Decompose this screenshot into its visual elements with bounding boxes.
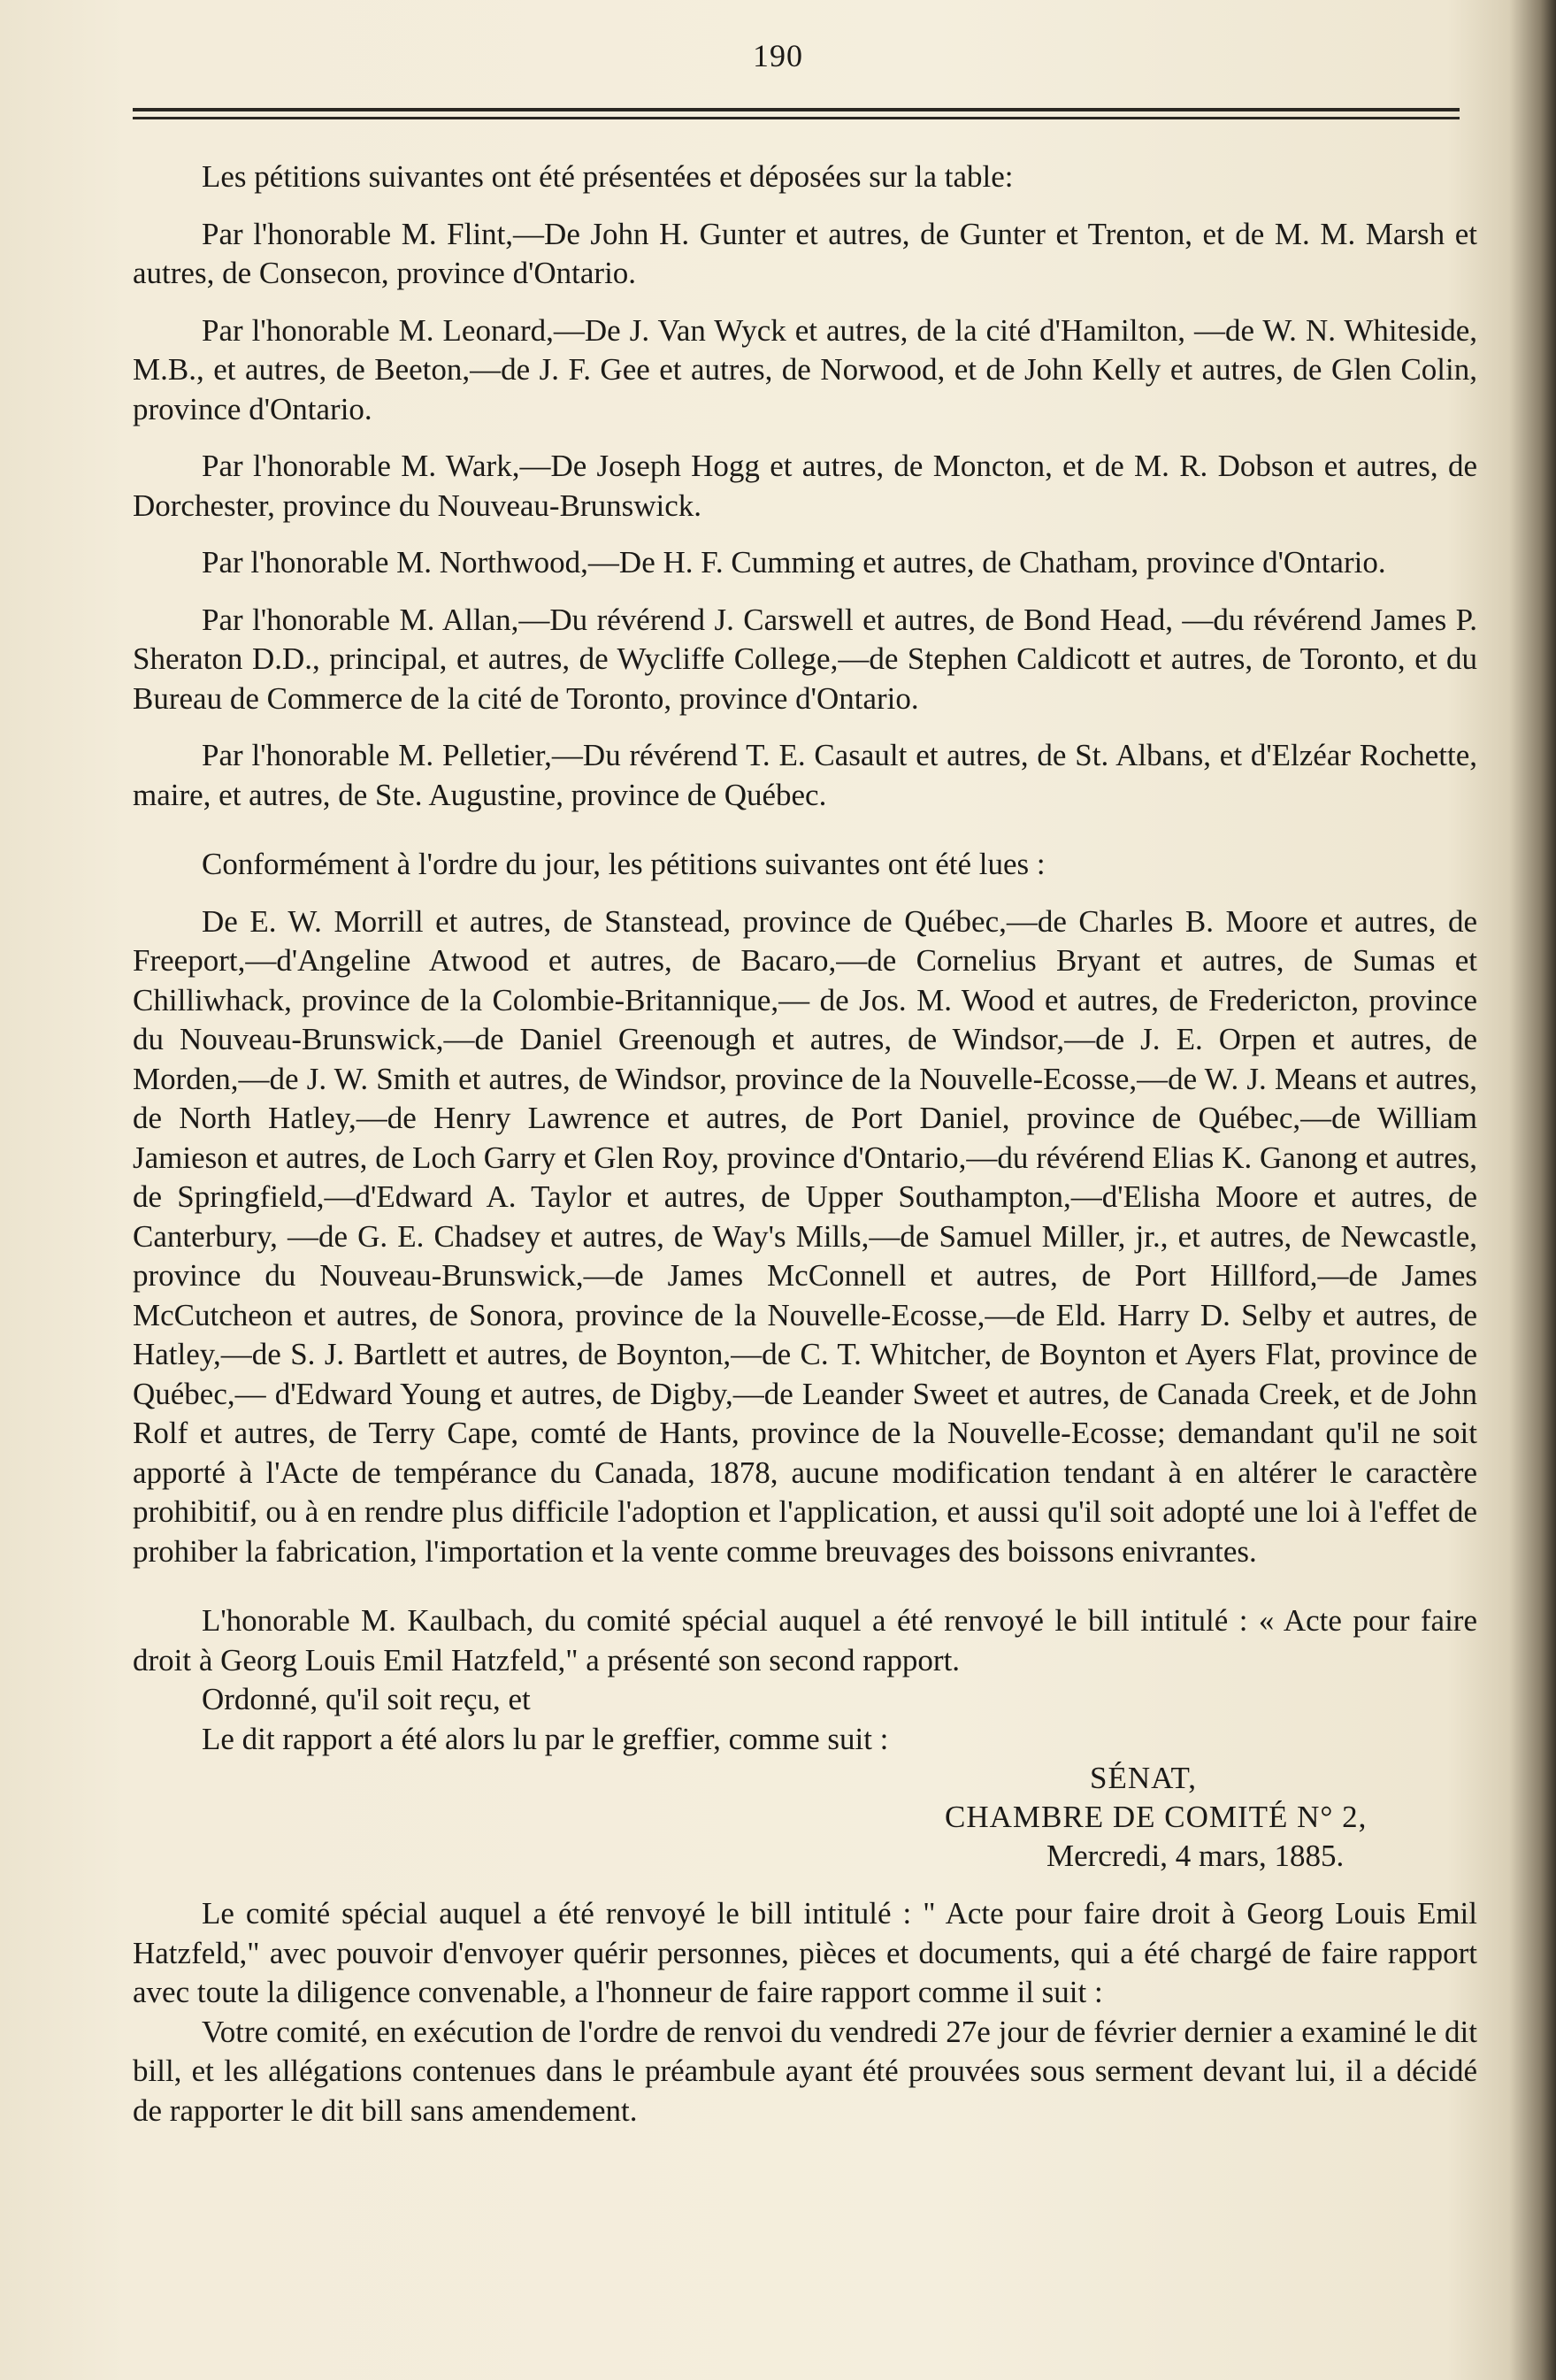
report-header: [133, 1759, 1477, 1877]
paragraph-flint: Par l'honorable M. Flint,—De John H. Gunter et autres, de Gunter et Trenton, et de M. M. Marsh et autres, de Consecon, province d'Ontario.: [133, 216, 1477, 290]
paragraph-petitions-intro: Les pétitions suivantes ont été présentées et déposées sur la table:: [202, 159, 1014, 194]
page-number: 190: [753, 38, 803, 73]
senate-label: SÉNAT,: [1090, 1761, 1198, 1795]
header-rule: [133, 108, 1460, 111]
paragraph-committee-report: Le comité spécial auquel a été renvoyé le bill intitulé : " Acte pour faire droit à Georg Louis Emil Hatzfeld," avec pouvoir d'envoyer quérir personnes, pièces et documents, qui a été chargé de faire rapport avec toute la diligence convenable, a l'honneur de faire rapport comme il suit :: [133, 1896, 1477, 2009]
paragraph-petitions-read: De E. W. Morrill et autres, de Stanstead, province de Québec,—de Charles B. Moore et autres, de Freeport,—d'Angeline Atwood et autres, de Bacaro,—de Cornelius Bryant et autres, de Sumas et Chilliwhack, province de la Colombie-Britannique,— de Jos. M. Wood et autres, de Fredericton, province du Nouveau-Brunswick,—de Daniel Greenough et autres, de Windsor,—de J. E. Orpen et autres, de Morden,—de J. W. Smith et autres, de Windsor, province de la Nouvelle-Ecosse,—de W. J. Means et autres, de North Hatley,—de Henry Lawrence et autres, de Port Daniel, province de Québec,—de William Jamieson et autres, de Loch Garry et Glen Roy, province d'Ontario,—du révérend Elias K. Ganong et autres, de Springfield,—d'Edward A. Taylor et autres, de Upper Southampton,—d'Elisha Moore et autres, de Canterbury, —de G. E. Chadsey et autres, de Way's Mills,—de Samuel Miller, jr., et autres, de Newcastle, province du Nouveau-Brunswick,—de James McConnell et autres, de Port Hillford,—de James McCutcheon et autres, de Sonora, province de la Nouvelle-Ecosse,—de Eld. Harry D. Selby et autres, de Hatley,—de S. J. Bartlett et autres, de Boynton,—de C. T. Whitcher, de Boynton et Ayers Flat, province de Québec,— d'Edward Young et autres, de Digby,—de Leander Sweet et autres, de Canada Creek, et de John Rolf et autres, de Terry Cape, comté de Hants, province de la Nouvelle-Ecosse; demandant qu'il ne soit apporté à l'Acte de tempérance du Canada, 1878, aucune modification tendant à en altérer le caractère prohibitif, ou à en rendre plus difficile l'adoption et l'application, et aussi qu'il soit adopté une loi à l'effet de prohiber la fabrication, l'importation et la vente comme breuvages des boissons enivrantes.: [133, 903, 1477, 1569]
paragraph-kaulbach-report: L'honorable M. Kaulbach, du comité spécial auquel a été renvoyé le bill intitulé : « Acte pour faire droit à Georg Louis Emil Hatzfeld," a présenté son second rapport.: [133, 1603, 1477, 1678]
paragraph-ordered: Ordonné, qu'il soit reçu, et: [202, 1682, 531, 1716]
paragraph-leonard: Par l'honorable M. Leonard,—De J. Van Wyck et autres, de la cité d'Hamilton, —de W. N. Whiteside, M.B., et autres, de Beeton,—de J. F. Gee et autres, de Norwood, et de John Kelly et autres, de Glen Colin, province d'Ontario.: [133, 312, 1477, 426]
paragraph-northwood: Par l'honorable M. Northwood,—De H. F. Cumming et autres, de Chatham, province d'Ontario.: [202, 545, 1386, 580]
report-date: Mercredi, 4 mars, 1885.: [1046, 1839, 1345, 1873]
paragraph-allan: Par l'honorable M. Allan,—Du révérend J. Carswell et autres, de Bond Head, —du révérend James P. Sheraton D.D., principal, et autres, de Wycliffe College,—de Stephen Caldicott et autres, de Toronto, et du Bureau de Commerce de la cité de Toronto, province d'Ontario.: [133, 602, 1477, 716]
header-rule-secondary: [133, 117, 1460, 119]
committee-room-label: CHAMBRE DE COMITÉ N° 2,: [945, 1800, 1368, 1834]
paragraph-pelletier: Par l'honorable M. Pelletier,—Du révérend T. E. Casault et autres, de St. Albans, et d'Elzéar Rochette, maire, et autres, de Ste. Augustine, province de Québec.: [133, 738, 1477, 812]
document-body: [133, 157, 1477, 2130]
paragraph-order-of-day: Conformément à l'ordre du jour, les pétitions suivantes ont été lues :: [202, 847, 1046, 881]
paragraph-committee-decision: Votre comité, en exécution de l'ordre de renvoi du vendredi 27e jour de février dernier a examiné le dit bill, et les allégations contenues dans le préambule ayant été prouvées sous serment devant lui, il a décidé de rapporter le dit bill sans amendement.: [133, 2014, 1477, 2128]
paragraph-report-read: Le dit rapport a été alors lu par le greffier, comme suit :: [202, 1721, 889, 1756]
paragraph-wark: Par l'honorable M. Wark,—De Joseph Hogg et autres, de Moncton, et de M. R. Dobson et autres, de Dorchester, province du Nouveau-Brunswick.: [133, 449, 1477, 523]
